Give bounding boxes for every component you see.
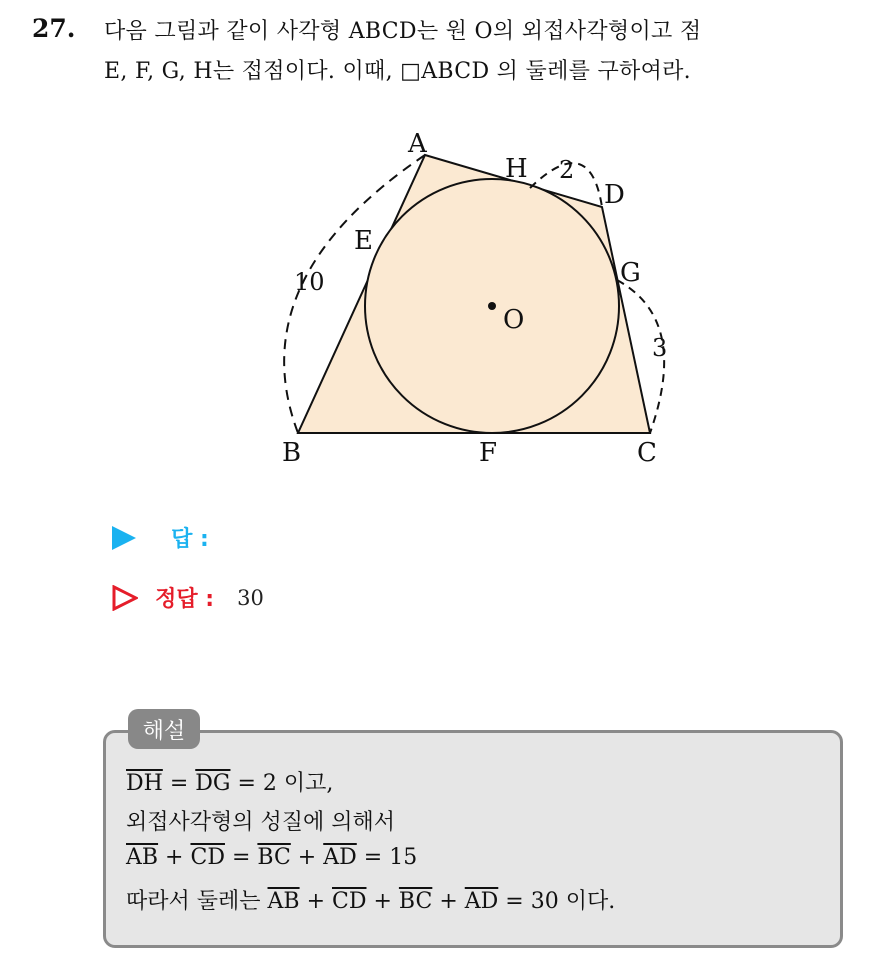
question-text-line-2: E, F, G, H는 접점이다. 이때, □ABCD 의 둘레를 구하여라. <box>104 59 691 84</box>
solution-line-4-rest: = 30 이다. <box>505 889 616 914</box>
question-number: 27. <box>32 14 76 43</box>
measure-ab: 10 <box>294 268 325 296</box>
play-outline-icon <box>112 585 138 611</box>
correct-answer-row <box>112 582 264 613</box>
solution-line-3: $\overline{AB} + \overline{CD} = \overline{BC} + \overline{AD} = 15$ <box>126 845 418 870</box>
label-h: H <box>505 154 528 184</box>
segment-bc-2: $\overline{BC}$ <box>398 889 433 914</box>
measure-hd: 2 <box>559 156 575 184</box>
segment-cd: $\overline{CD}$ <box>190 845 225 870</box>
play-filled-icon <box>112 526 136 550</box>
solution-box <box>103 730 843 948</box>
solution-line-1: $\overline{DH} = \overline{DG} = 2$ 이고, <box>126 771 334 796</box>
label-c: C <box>637 438 657 468</box>
correct-answer-value: 30 <box>237 585 264 610</box>
solution-line-4-prefix: 따라서 둘레는 <box>126 889 261 914</box>
solution-line-1-rest: = 2 이고, <box>237 771 334 796</box>
segment-ad-2: $\overline{AD}$ <box>464 889 499 914</box>
answer-label: 답 : <box>171 527 209 552</box>
segment-ad: $\overline{AD}$ <box>323 845 357 870</box>
solution-line-3-rest: = 15 <box>363 845 418 870</box>
segment-ab: $\overline{AB}$ <box>126 845 159 870</box>
label-f: F <box>479 438 498 468</box>
label-a: A <box>408 129 427 159</box>
segment-cd-2: $\overline{CD}$ <box>332 889 367 914</box>
label-g: G <box>620 258 641 288</box>
question-text-line-1: 다음 그림과 같이 사각형 ABCD는 원 O의 외접사각형이고 점 <box>104 19 702 44</box>
segment-dh: $\overline{DH}$ <box>126 771 163 796</box>
correct-answer-label: 정답 : <box>155 587 215 612</box>
segment-dg: $\overline{DG}$ <box>195 771 231 796</box>
solution-line-2: 외접사각형의 성질에 의해서 <box>126 810 396 835</box>
segment-ab-2: $\overline{AB}$ <box>267 889 300 914</box>
label-b: B <box>282 438 302 468</box>
measure-gc: 3 <box>652 334 668 362</box>
label-o: O <box>503 305 525 335</box>
center-point <box>488 302 496 310</box>
label-d: D <box>604 180 625 210</box>
label-e: E <box>354 226 373 256</box>
segment-bc: $\overline{BC}$ <box>257 845 291 870</box>
answer-row <box>112 522 227 553</box>
solution-line-4: 따라서 둘레는 $\overline{AB} + \overline{CD} + \overline{BC} + \overline{AD} = 30$ 이다. <box>126 889 616 914</box>
solution-tab: 해설 <box>128 709 200 749</box>
